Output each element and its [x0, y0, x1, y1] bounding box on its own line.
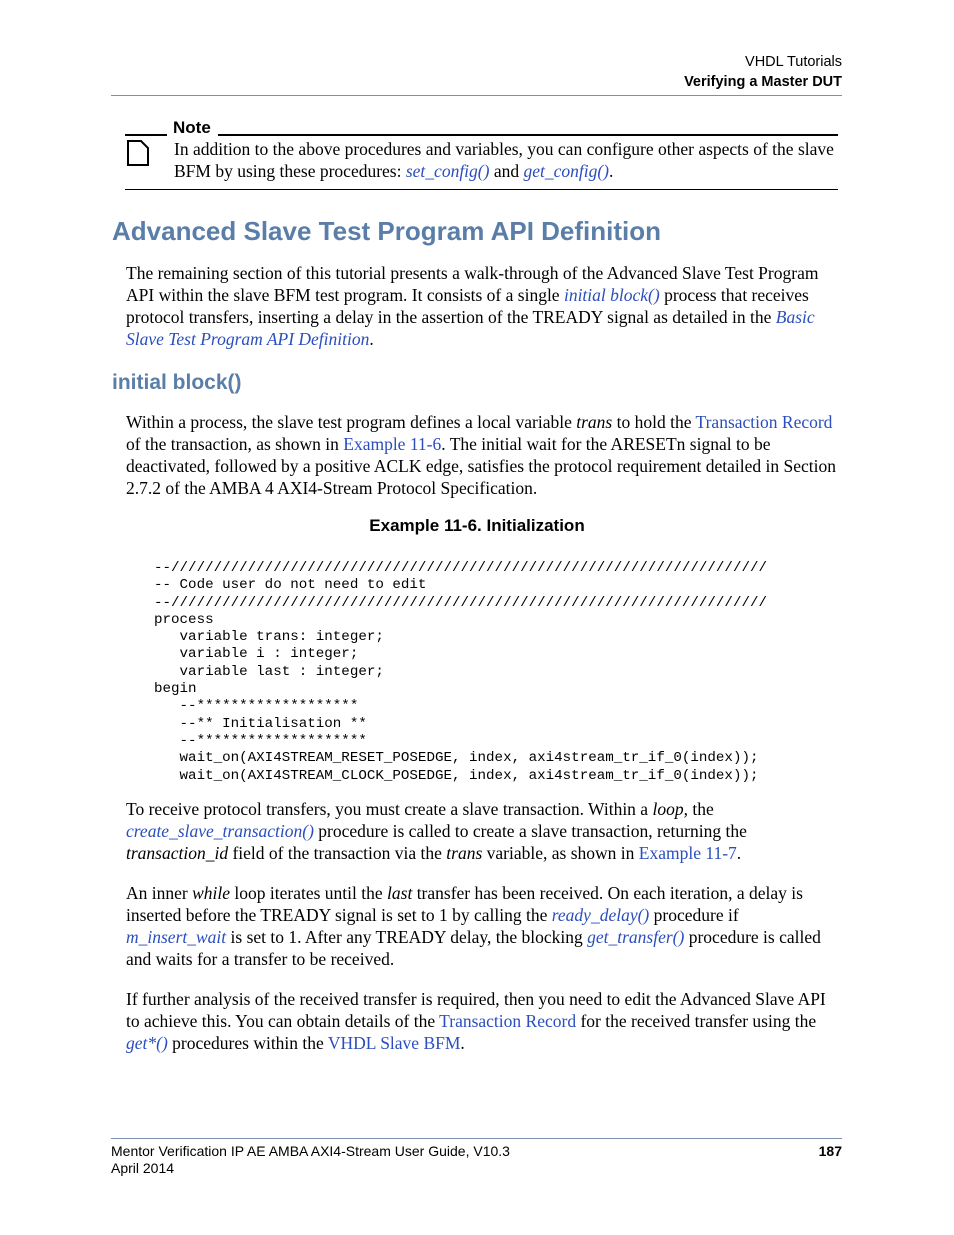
text-run: process that receives protocol transfers, inserting a delay in the assertion of the TREADY signal as detailed in the: [126, 285, 809, 327]
header-rule: [111, 95, 842, 96]
example-11-6-link[interactable]: Example 11-6: [343, 434, 442, 454]
get-transfer-link[interactable]: get_transfer(): [587, 927, 685, 947]
m-insert-wait-link[interactable]: m_insert_wait: [126, 927, 227, 947]
example-11-7-link[interactable]: Example 11-7: [638, 843, 737, 863]
text-run: If further analysis of the received transfer is required, then you need to edit the Advanced Slave API to achieve this. You can obtain details of the: [126, 989, 826, 1031]
code-line: --//////////////////////////////////////////////////////////////////////: [154, 594, 767, 611]
text-run: procedure if: [649, 905, 739, 925]
header-subsection: Verifying a Master DUT: [684, 74, 842, 90]
subsection-title: initial block(): [112, 371, 242, 394]
note-bottom-rule: [125, 189, 838, 190]
code-line: process: [154, 611, 214, 628]
text-run: .: [460, 1033, 465, 1053]
basic-slave-api-link[interactable]: Basic Slave Test Program API Definition: [126, 307, 815, 349]
footer-doc-title: Mentor Verification IP AE AMBA AXI4-Stream User Guide, V10.3: [111, 1143, 510, 1159]
slave-transaction-paragraph: [126, 798, 840, 864]
code-line: --//////////////////////////////////////////////////////////////////////: [154, 560, 767, 576]
text-run: the: [687, 799, 714, 819]
page-footer: [111, 1143, 510, 1177]
text-run: procedures within the: [167, 1033, 328, 1053]
text-run: is set to 1. After any TREADY delay, the blocking: [226, 927, 588, 947]
note-text: [174, 138, 838, 182]
text-run: of the transaction, as shown in: [126, 434, 344, 454]
text-run-italic: trans: [446, 843, 483, 863]
note-rule-left: [125, 134, 167, 136]
note-text-part: .: [609, 161, 614, 181]
transaction-record-link[interactable]: Transaction Record: [695, 412, 833, 432]
text-run: . The initial wait for the ARESETn signal to be deactivated, followed by a positive ACLK edge, satisfies the protocol requirement detailed in Section 2.7.2 of the AMBA 4 AXI4-Stream Protocol Specification.: [126, 434, 837, 498]
code-line: wait_on(AXI4STREAM_RESET_POSEDGE, index, axi4stream_tr_if_0(index));: [154, 750, 759, 767]
initial-block-paragraph: [126, 411, 840, 499]
text-run-italic: last: [387, 883, 413, 903]
code-line: wait_on(AXI4STREAM_CLOCK_POSEDGE, index, axi4stream_tr_if_0(index));: [154, 767, 759, 784]
footer-date: April 2014: [111, 1160, 175, 1176]
code-line: -- Code user do not need to edit: [154, 577, 427, 594]
note-rule-right: [218, 134, 838, 136]
transaction-record-link[interactable]: Transaction Record: [439, 1011, 577, 1031]
text-run: .: [736, 843, 742, 863]
text-run: procedure is called and waits for a transfer to be received.: [126, 927, 821, 969]
text-run: Within a process, the slave test program defines a local variable: [126, 412, 577, 432]
text-run: to hold the: [612, 412, 696, 432]
code-line: variable last : integer;: [154, 663, 384, 680]
page-number: 187: [818, 1143, 842, 1159]
code-line: --** Initialisation **: [154, 715, 367, 732]
intro-paragraph: [126, 262, 840, 350]
text-run: loop iterates until the: [230, 883, 388, 903]
note-page-icon: [127, 140, 149, 171]
note-box: [125, 118, 838, 190]
code-line: --*******************: [154, 698, 359, 715]
section-title: Advanced Slave Test Program API Definition: [112, 216, 662, 246]
get-config-link[interactable]: get_config(): [523, 161, 610, 181]
set-config-link[interactable]: set_config(): [405, 161, 490, 181]
code-line: --********************: [154, 732, 367, 749]
text-run: .: [369, 329, 374, 349]
text-run-italic: transaction_id: [126, 843, 229, 863]
vhdl-slave-bfm-link[interactable]: VHDL Slave BFM: [327, 1033, 461, 1053]
while-loop-paragraph: [126, 882, 840, 970]
text-run: field of the transaction via the: [228, 843, 447, 863]
text-run: To receive protocol transfers, you must create a slave transaction. Within a: [126, 799, 653, 819]
note-text-part: In addition to the above procedures and variables, you can configure other aspects of the slave BFM by using these procedures:: [174, 139, 834, 181]
page-header: [684, 52, 842, 92]
text-run-italic: trans: [576, 412, 613, 432]
note-text-part: and: [489, 161, 524, 181]
get-procedures-link[interactable]: get*(): [126, 1033, 168, 1053]
code-line: begin: [154, 681, 197, 698]
text-run-italic: while: [192, 883, 231, 903]
create-slave-transaction-link[interactable]: create_slave_transaction(): [126, 821, 314, 841]
text-run: The remaining section of this tutorial presents a walk-through of the Advanced Slave Test Program API within the slave BFM test program. It consists of a single: [126, 263, 819, 305]
initial-block-link[interactable]: initial block(): [563, 285, 660, 305]
header-section: VHDL Tutorials: [745, 54, 842, 70]
further-analysis-paragraph: [126, 988, 840, 1054]
note-title: Note: [173, 118, 211, 137]
code-line: variable trans: integer;: [154, 629, 384, 646]
text-run-italic: loop,: [652, 799, 688, 819]
text-run: variable, as shown in: [482, 843, 639, 863]
text-run: for the received transfer using the: [576, 1011, 817, 1031]
text-run: An inner: [126, 883, 193, 903]
code-listing: [154, 560, 767, 785]
text-run: transfer has been received. On each iteration, a delay is inserted before the TREADY signal is set to 1 by calling the: [126, 883, 803, 925]
footer-rule: [111, 1138, 842, 1139]
text-run: procedure is called to create a slave transaction, returning the: [313, 821, 747, 841]
example-caption: Example 11-6. Initialization: [369, 516, 585, 535]
ready-delay-link[interactable]: ready_delay(): [551, 905, 650, 925]
code-line: variable i : integer;: [154, 646, 359, 663]
